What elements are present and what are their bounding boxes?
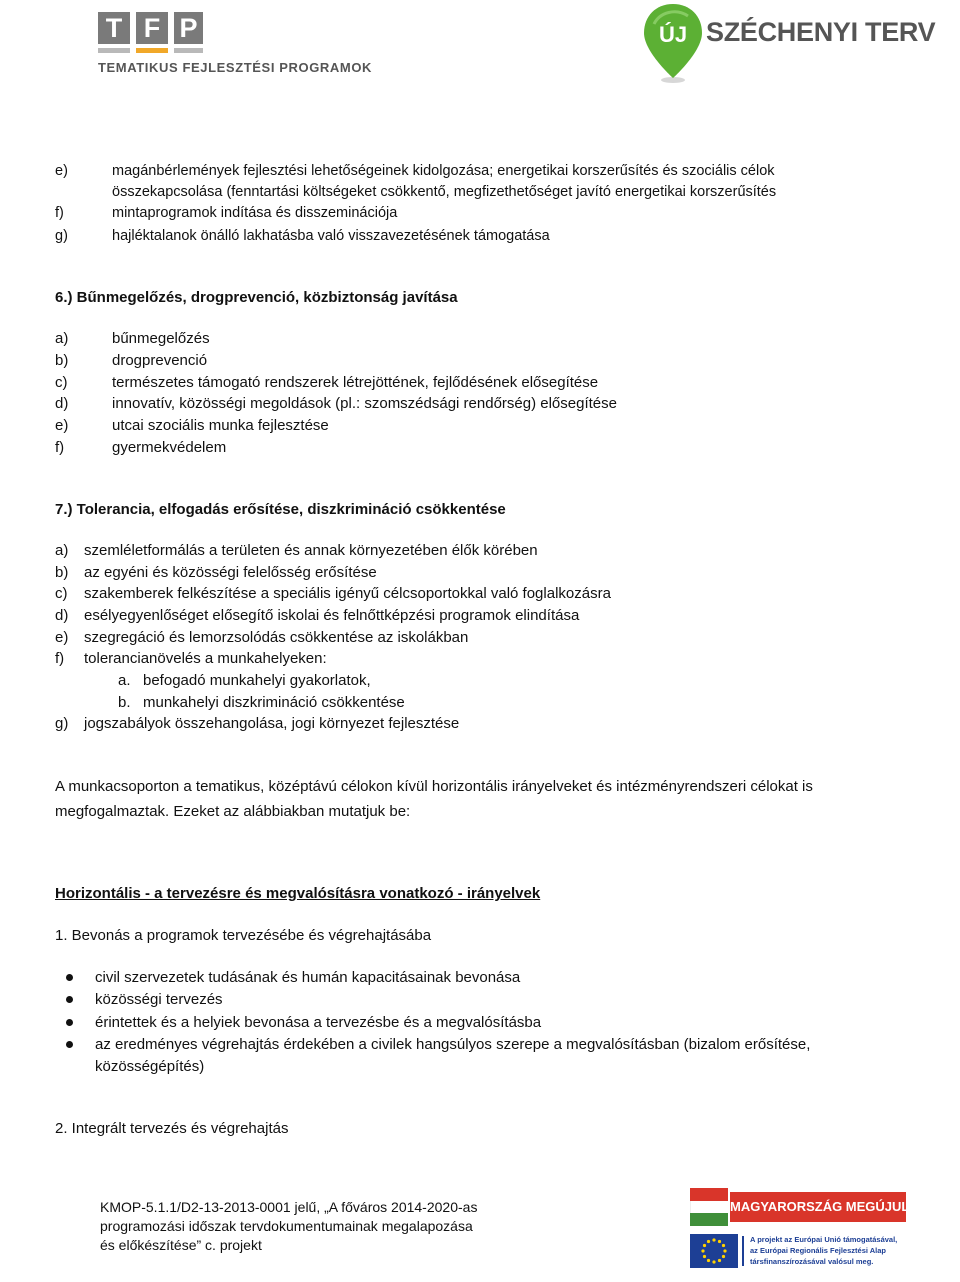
list-item-text: bűnmegelőzés (112, 330, 210, 347)
list-label: f) (55, 439, 65, 456)
bullet-icon (66, 974, 73, 981)
list-item-text: hajléktalanok önálló lakhatásba való visszavezetésének támogatása (112, 228, 550, 244)
eu-support-line: társfinanszírozásával valósul meg. (750, 1257, 874, 1266)
list-item-text: az egyéni és közösségi felelősség erősítése (84, 564, 377, 581)
footer-project-line: KMOP-5.1.1/D2-13-2013-0001 jelű, „A főváros 2014-2020-as (100, 1199, 478, 1215)
mo-banner-label: MAGYARORSZÁG MEGÚJUL (730, 1192, 906, 1222)
bullet-icon (66, 996, 73, 1003)
eu-support-line: az Európai Regionális Fejlesztési Alap (750, 1246, 887, 1255)
list-label: e) (55, 417, 69, 434)
bullet-text: közösségi tervezés (95, 991, 223, 1008)
bullet-text: civil szervezetek tudásának és humán kapacitásainak bevonása (95, 969, 521, 986)
list-label: b) (55, 352, 69, 369)
tfp-letter-p: P (174, 12, 203, 44)
sublist-item-text: munkahelyi diszkrimináció csökkentése (143, 694, 405, 711)
bullet-text-continued: közösségépítés) (95, 1058, 205, 1075)
numbered-point: 1. Bevonás a programok tervezésébe és végrehajtásába (55, 927, 432, 944)
list-label: e) (55, 163, 68, 179)
list-item-text: szakemberek felkészítése a speciális igényű célcsoportokkal való foglalkozásra (84, 585, 611, 602)
tfp-bar-mid (136, 48, 168, 53)
list-label: g) (55, 228, 68, 244)
footer-project-line: és előkészítése” c. projekt (100, 1237, 262, 1253)
list-item-text: utcai szociális munka fejlesztése (112, 417, 329, 434)
tfp-letter-f: F (136, 12, 168, 44)
list-item-text: szegregáció és lemorzsolódás csökkentése az iskolákban (84, 629, 469, 646)
bullet-text: érintettek és a helyiek bevonása a tervezésbe és a megvalósításba (95, 1014, 542, 1031)
bullet-text: az eredményes végrehajtás érdekében a civilek hangsúlyos szerepe a megvalósításban (bizalom erősítése, (95, 1036, 811, 1053)
tfp-letter-t: T (98, 12, 130, 44)
eu-divider (742, 1236, 744, 1266)
sublist-item-text: befogadó munkahelyi gyakorlatok, (143, 672, 371, 689)
list-label: a) (55, 330, 69, 347)
list-item-text: gyermekvédelem (112, 439, 227, 456)
eu-support-text (750, 1234, 897, 1267)
paragraph-line: megfogalmaztak. Ezeket az alábbiakban mutatjuk be: (55, 803, 411, 820)
sublist-label: b. (118, 694, 131, 711)
list-item-text: szemléletformálás a területen és annak környezetében élők körében (84, 542, 538, 559)
sublist-label: a. (118, 672, 131, 689)
eu-support-line: A projekt az Európai Unió támogatásával, (750, 1235, 898, 1244)
list-label: g) (55, 715, 69, 732)
list-label: a) (55, 542, 69, 559)
numbered-point: 2. Integrált tervezés és végrehajtás (55, 1120, 289, 1137)
paragraph-line: A munkacsoporton a tematikus, középtávú célokon kívül horizontális irányelveket és intézményrendszeri célokat is (55, 778, 813, 795)
list-item-text: esélyegyenlőséget elősegítő iskolai és felnőttképzési programok elindítása (84, 607, 580, 624)
bullet-icon (66, 1041, 73, 1048)
list-item-text: jogszabályok összehangolása, jogi környezet fejlesztése (84, 715, 460, 732)
guidelines-heading: Horizontális - a tervezésre és megvalósításra vonatkozó - irányelvek (55, 885, 541, 902)
bullet-icon (66, 1019, 73, 1026)
list-item-text: tolerancianövelés a munkahelyeken: (84, 650, 327, 667)
hungarian-flag-icon (690, 1188, 728, 1226)
list-label: f) (55, 205, 64, 221)
uj-badge: ÚJ (658, 22, 688, 47)
magyarorszag-megujul-logo (690, 1188, 910, 1226)
list-label: f) (55, 650, 65, 667)
uj-title: SZÉCHENYI TERV (706, 17, 936, 47)
list-label: c) (55, 374, 68, 391)
footer-project-line: programozási időszak tervdokumentumainak megalapozása (100, 1218, 473, 1234)
list-label: d) (55, 395, 69, 412)
list-item-text: drogprevenció (112, 352, 208, 369)
list-item-text: természetes támogató rendszerek létrejöttének, fejlődésének elősegítése (112, 374, 599, 391)
list-item-text: mintaprogramok indítása és disszeminációja (112, 205, 398, 221)
list-item-text: összekapcsolása (fenntartási költségeket csökkentő, megfizethetőséget javító energetikai korszerűsítés (112, 184, 777, 200)
list-label: e) (55, 629, 69, 646)
list-item-text: innovatív, közösségi megoldások (pl.: szomszédsági rendőrség) elősegítése (112, 395, 617, 412)
tfp-bar-left (98, 48, 130, 53)
section-heading: 7.) Tolerancia, elfogadás erősítése, diszkrimináció csökkentése (55, 501, 506, 518)
list-label: b) (55, 564, 69, 581)
tfp-bar-right (174, 48, 203, 53)
list-label: d) (55, 607, 69, 624)
section-heading: 6.) Bűnmegelőzés, drogprevenció, közbiztonság javítása (55, 289, 458, 306)
list-label: c) (55, 585, 68, 602)
list-item-text: magánbérlemények fejlesztési lehetőségeinek kidolgozása; energetikai korszerűsítés és szociális célok (112, 163, 775, 179)
tfp-subtitle: TEMATIKUS FEJLESZTÉSI PROGRAMOK (98, 60, 373, 75)
eu-flag-icon (690, 1234, 738, 1268)
